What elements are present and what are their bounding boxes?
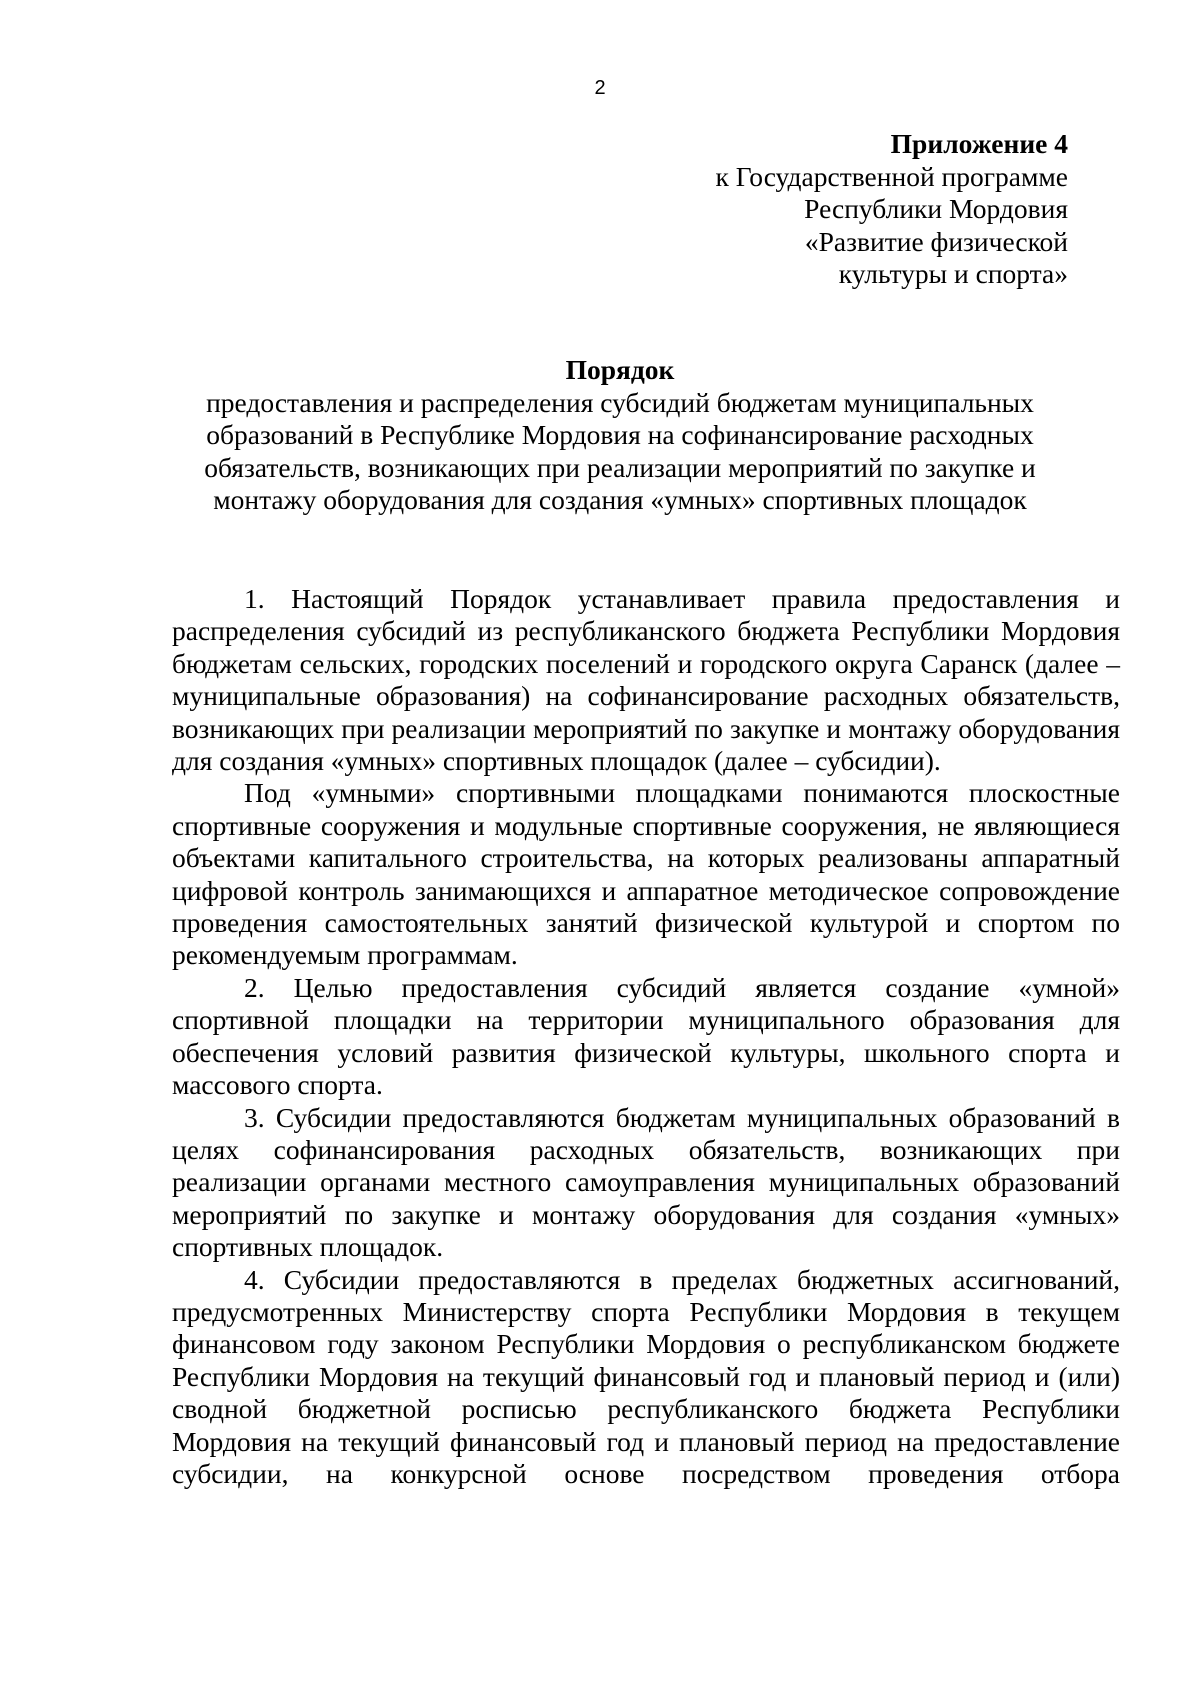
paragraph-smart-grounds-definition: Под «умными» спортивными площадками понимаются плоскостные спортивные сооружения и модульные спортивные сооружения, не являющиеся объектами капитального строительства, на которых реализованы аппаратный цифровой контроль занимающихся и аппаратное методическое сопровождение проведения самостоятельных занятий физической культурой и спортом по рекомендуемым программам. bbox=[172, 777, 1120, 971]
appendix-label: Приложение 4 bbox=[890, 128, 1068, 159]
subtitle-line: обязательств, возникающих при реализации мероприятий по закупке и bbox=[204, 451, 1036, 483]
paragraph-3: 3. Субсидии предоставляются бюджетам муниципальных образований в целях софинансирования расходных обязательств, возникающих при реализации органами местного самоуправления муниципальных образований мероприятий по закупке и монтажу оборудования для создания «умных» спортивных площадок. bbox=[172, 1101, 1120, 1263]
appendix-line: «Развитие физической bbox=[804, 225, 1068, 257]
paragraph-1: 1. Настоящий Порядок устанавливает правила предоставления и распределения субсидий из республиканского бюджета Республики Мордовия бюджетам сельских, городских поселений и городского округа Саранск (далее – муниципальные образования) на софинансирование расходных обязательств, возникающих при реализации мероприятий по закупке и монтажу оборудования для создания «умных» спортивных площадок (далее – субсидии). bbox=[172, 583, 1120, 777]
document-subtitle bbox=[170, 387, 1070, 517]
subtitle-line: монтажу оборудования для создания «умных» спортивных площадок bbox=[213, 484, 1027, 515]
paragraph-4: 4. Субсидии предоставляются в пределах бюджетных ассигнований, предусмотренных Министерству спорта Республики Мордовия в текущем финансовом году законом Республики Мордовия о республиканском бюджете Республики Мордовия на текущий финансовый год и плановый период и (или) сводной бюджетной росписью республиканского бюджета Республики Мордовия на текущий финансовый год и плановый период на предоставление субсидии, на конкурсной основе посредством проведения отбора bbox=[172, 1263, 1120, 1489]
page-number: 2 bbox=[594, 77, 606, 99]
appendix-line: к Государственной программе bbox=[715, 160, 1068, 192]
document-title-block bbox=[170, 354, 1070, 517]
appendix-line: культуры и спорта» bbox=[838, 258, 1068, 289]
appendix-header bbox=[548, 128, 1068, 291]
document-body bbox=[172, 583, 1120, 1490]
subtitle-line: предоставления и распределения субсидий бюджетам муниципальных bbox=[206, 386, 1034, 418]
appendix-line: Республики Мордовия bbox=[804, 193, 1068, 224]
paragraph-2: 2. Целью предоставления субсидий является создание «умной» спортивной площадки на территории муниципального образования для обеспечения условий развития физической культуры, школьного спорта и массового спорта. bbox=[172, 971, 1120, 1101]
subtitle-line: образований в Республике Мордовия на софинансирование расходных bbox=[206, 419, 1034, 450]
document-title: Порядок bbox=[565, 354, 675, 385]
